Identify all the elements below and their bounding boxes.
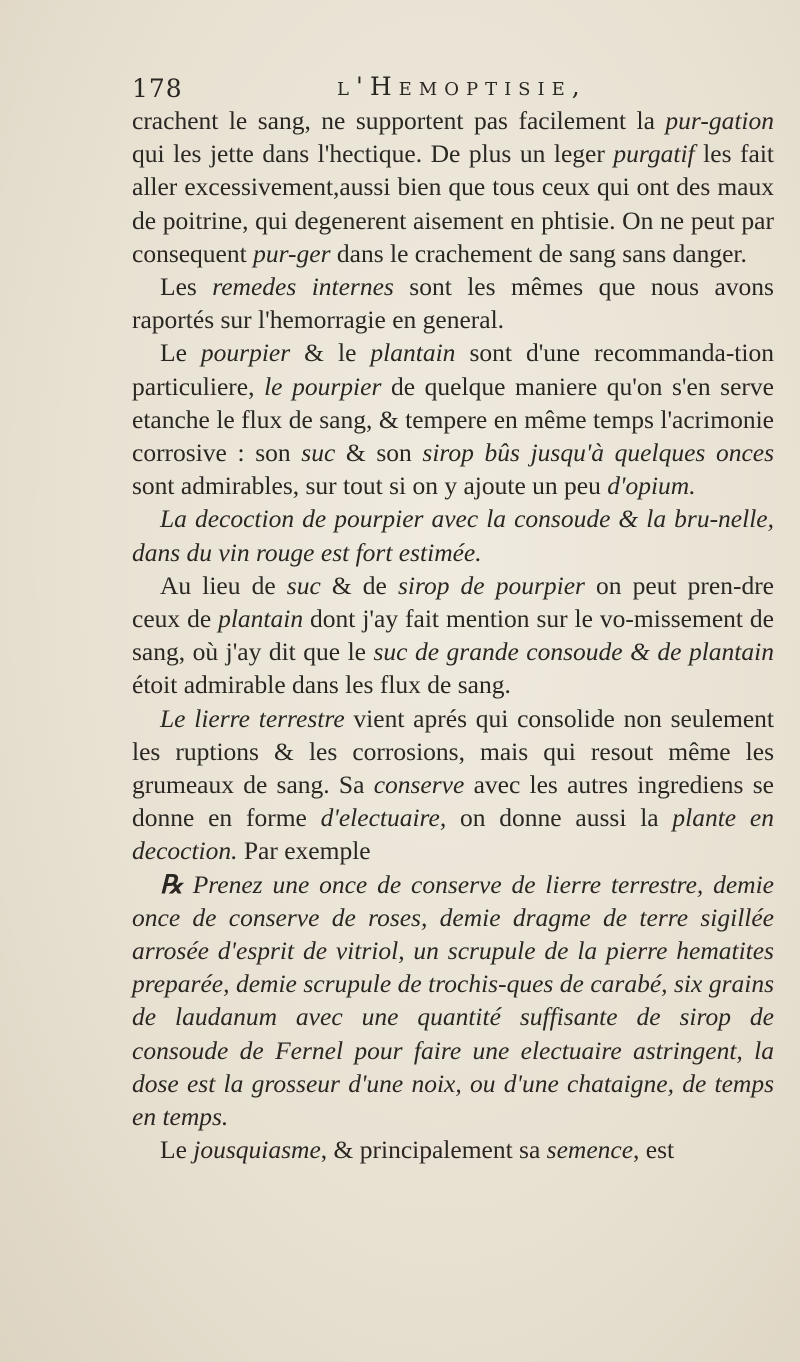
italic-text: jousquiasme <box>193 1135 321 1165</box>
italic-text: plante en decoction. <box>132 803 774 866</box>
paragraph <box>132 104 774 270</box>
text-run: Le <box>160 1135 194 1165</box>
text-run: Les <box>160 272 213 302</box>
page-header <box>132 72 774 102</box>
paragraph <box>132 569 774 702</box>
text-run: dans le crachement de sang sans danger. <box>330 238 747 268</box>
text-run: Le <box>160 338 201 368</box>
running-title: l'Hemoptisie, <box>337 72 587 101</box>
italic-text: sirop bûs jusqu'à quelques onces <box>422 438 775 468</box>
text-run: Au lieu de <box>160 570 287 600</box>
text-run: & de <box>320 570 398 600</box>
italic-text: Le lierre terrestre <box>160 703 345 733</box>
italic-text: suc de grande consoude & de plantain <box>373 637 774 667</box>
text-run: de quelque maniere qu'on s'en serve etanche le flux de sang, & tempere en même temps l'acrimonie corrosive : son <box>132 371 774 468</box>
paragraph <box>132 270 774 336</box>
recipe-sign: ℞ <box>160 869 183 899</box>
italic-text: semence <box>546 1135 634 1165</box>
paragraph <box>132 1133 774 1166</box>
paragraph <box>132 502 774 568</box>
italic-text: pur-gation <box>665 106 774 135</box>
italic-text: le pourpier <box>264 371 382 401</box>
italic-text: remedes internes <box>212 272 394 302</box>
paragraph <box>132 868 774 1134</box>
page-number: 178 <box>132 74 183 103</box>
text-run: étoit admirable dans les flux de sang. <box>132 670 511 700</box>
italic-text: conserve <box>373 770 465 800</box>
text-run: , & principalement sa <box>320 1135 547 1165</box>
text-run: on peut pren-dre ceux de <box>132 570 774 634</box>
text-run: Par exemple <box>237 836 371 866</box>
text-run: on donne aussi la <box>446 803 673 833</box>
text-run: sont d'une recommanda-tion particuliere, <box>132 338 774 401</box>
italic-text: d'opium. <box>607 471 696 501</box>
italic-text: plantain <box>218 604 304 634</box>
text-run: avec les autres ingrediens se donne en forme <box>132 770 774 833</box>
italic-text: plantain <box>370 338 456 368</box>
text-run: les fait aller excessivement,aussi bien que tous ceux qui ont des maux de poitrine, qui degenerent aisement en phtisie. On ne peut par consequent <box>132 139 774 268</box>
italic-text: suc <box>301 438 336 468</box>
text-run: sont les mêmes que nous avons raportés sur l'hemorragie en general. <box>132 272 774 335</box>
italic-text: purgatif <box>613 139 695 169</box>
italic-text: d'electuaire, <box>320 803 447 833</box>
italic-text: La decoction de pourpier avec la consoude & la bru-nelle, dans du vin rouge est fort estimée. <box>132 504 774 567</box>
paragraph <box>132 702 774 868</box>
body-text <box>132 104 774 1167</box>
italic-text: pourpier <box>200 338 291 368</box>
paragraph <box>132 336 774 502</box>
text-run: dont j'ay fait mention sur le vo-missement de sang, où j'ay dit que le <box>132 604 774 667</box>
italic-text: Prenez une once de conserve de lierre terrestre, demie once de conserve de roses, demie dragme de terre sigillée arrosée d'esprit de vitriol, un scrupule de la pierre hematites preparée, demie scrupule de trochis-ques de carabé, six grains de laudanum avec une quantité suffisante de sirop de consoude de Fernel pour faire une electuaire astringent, la dose est la grosseur d'une noix, ou d'une chataigne, de temps en temps. <box>132 869 774 1132</box>
text-run: & le <box>290 338 371 368</box>
text-run: crachent le sang, ne supportent pas facilement la <box>132 106 666 135</box>
italic-text: pur-ger <box>253 238 331 268</box>
italic-text: suc <box>286 570 321 600</box>
text-run: qui les jette dans l'hectique. De plus un leger <box>132 139 614 169</box>
text-run: vient aprés qui consolide non seulement les ruptions & les corrosions, mais qui resout même les grumeaux de sang. Sa <box>132 703 774 800</box>
text-run: sont admirables, sur tout si on y ajoute un peu <box>132 471 608 501</box>
text-run: , est <box>633 1135 675 1165</box>
text-run: & son <box>335 438 423 468</box>
italic-text: sirop de pourpier <box>397 570 585 600</box>
